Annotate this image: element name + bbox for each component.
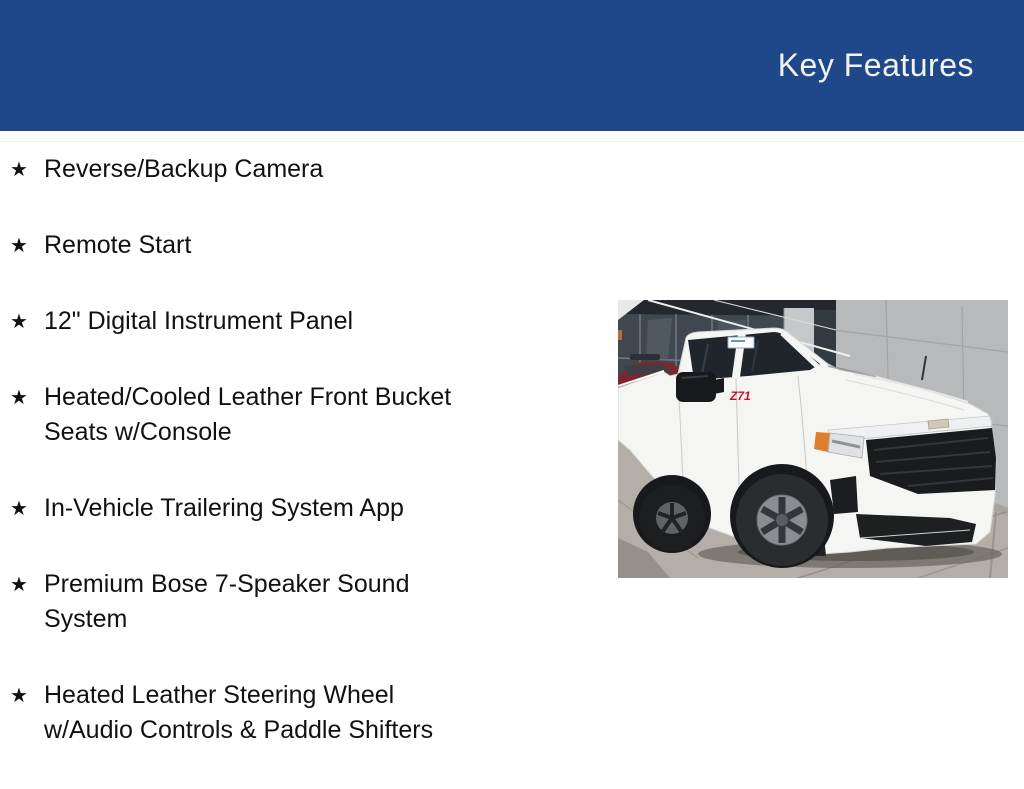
page-title: Key Features xyxy=(777,47,974,83)
star-bullet-icon: ★ xyxy=(10,309,28,333)
feature-item xyxy=(0,304,560,339)
feature-item xyxy=(0,152,560,187)
feature-text: Premium Bose 7-Speaker Sound System xyxy=(44,570,410,633)
feature-item xyxy=(0,567,560,637)
vehicle-photo xyxy=(618,300,1008,578)
star-bullet-icon: ★ xyxy=(10,385,28,409)
faint-divider xyxy=(0,141,1024,142)
feature-text: Heated Leather Steering Wheel w/Audio Controls & Paddle Shifters xyxy=(44,681,434,744)
vehicle-photo-illustration xyxy=(618,300,1008,578)
star-bullet-icon: ★ xyxy=(10,683,28,707)
star-bullet-icon: ★ xyxy=(10,157,28,181)
features-list xyxy=(0,152,560,789)
star-bullet-icon: ★ xyxy=(10,233,28,257)
feature-item xyxy=(0,228,560,263)
z71-badge: Z71 xyxy=(730,389,751,403)
feature-item xyxy=(0,491,560,526)
header-band xyxy=(0,0,1024,131)
feature-item xyxy=(0,678,560,748)
feature-text: 12" Digital Instrument Panel xyxy=(44,307,354,335)
feature-text: Reverse/Backup Camera xyxy=(44,155,324,183)
star-bullet-icon: ★ xyxy=(10,496,28,520)
feature-text: Heated/Cooled Leather Front Bucket Seats w/Console xyxy=(44,383,452,446)
feature-text: In-Vehicle Trailering System App xyxy=(44,494,404,522)
feature-item xyxy=(0,380,560,450)
star-bullet-icon: ★ xyxy=(10,572,28,596)
feature-text: Remote Start xyxy=(44,231,192,259)
